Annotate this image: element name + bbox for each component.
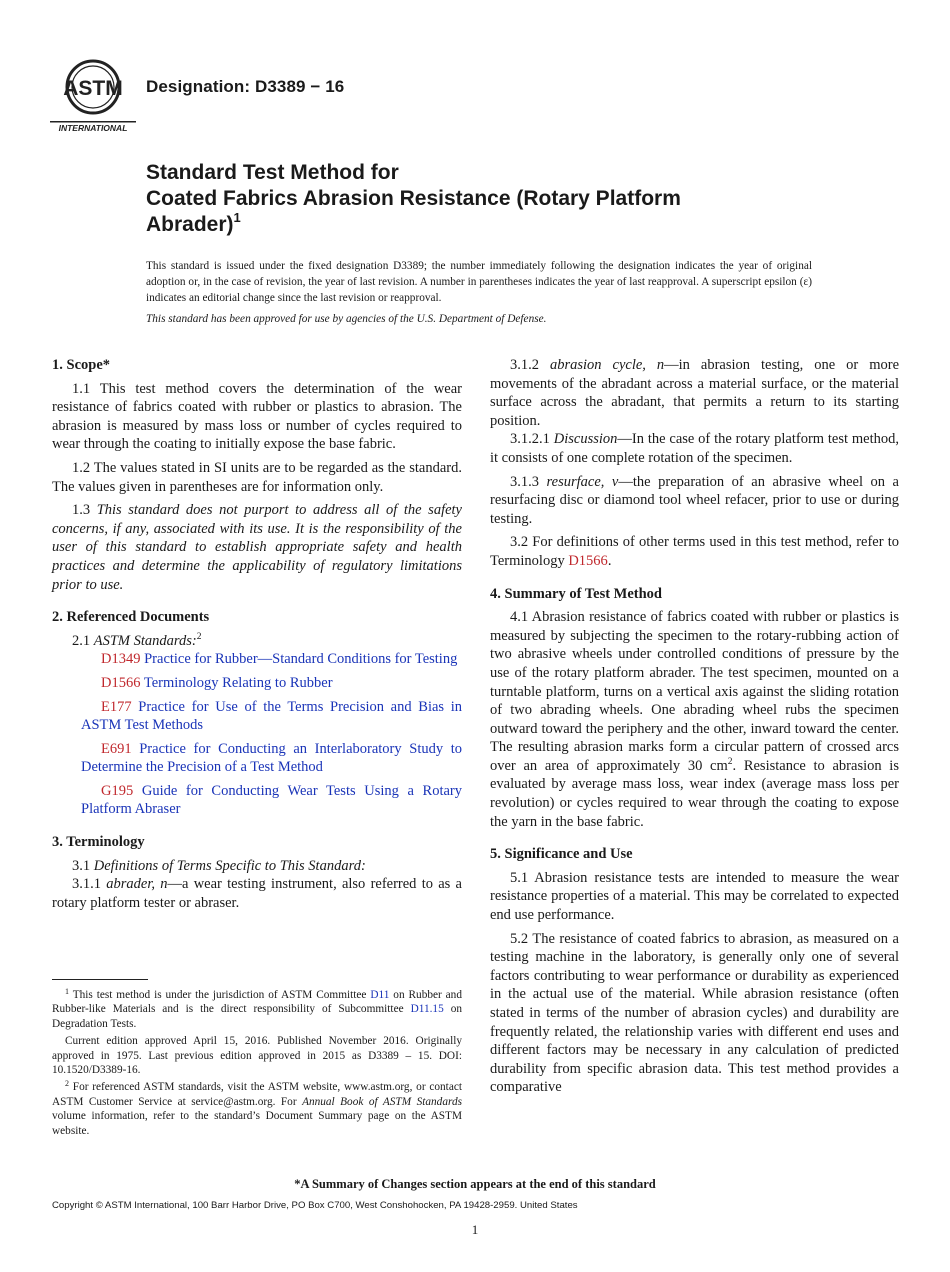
doc-title-link[interactable]: Terminology Relating to Rubber [143,674,333,691]
designation: Designation: D3389 − 16 [146,77,345,96]
terminology-d1566-link[interactable]: D1566 [568,552,608,569]
footnote-divider [52,979,148,980]
title-line-3 [146,212,846,238]
dod-note: This standard has been approved for use by agencies of the U.S. Department of Defense. [146,313,547,325]
summary-4-1-text-b: . Resistance to abrasion is evaluated by average mass loss, wear index (average mass loss per revolution) or cycles required to wear through the coating to expose the yarn in the base fabric. [490,757,899,830]
scope-1-3 [52,501,462,594]
issue-note: This standard is issued under the fixed designation D3389; the number immediately following the designation indicates the year of original adoption or, in the case of revision, the year of last revision. A number in parentheses indicates the year of last reapproval. A superscript epsilon (ε) indicates an editorial change since the last revision or reapproval. [146,260,812,304]
doc-code-link[interactable]: D1566 [101,674,141,691]
referenced-heading: 2. Referenced Documents [52,609,210,626]
logo-subtext: INTERNATIONAL [58,123,128,133]
summary-4-1-sup: 2 [727,756,733,767]
terminology-3-1-2-1-text: —In the case of the rotary platform test method, it consists of one complete rotation of the specimen. [490,431,900,466]
footnote-1-text-a: This test method is under the jurisdiction of ASTM Committee [69,989,371,1001]
terminology-3-1-1-number: 3.1.1 [72,876,107,893]
footnote-2-text-a: For referenced ASTM standards, visit the ASTM website, www.astm.org, or contact ASTM Customer Service at service@astm.org. For [52,1081,462,1108]
title-footnote-mark[interactable]: 1 [233,210,241,225]
doc-title-link[interactable]: Practice for Use of the Terms Precision and Bias in ASTM Test Methods [81,698,462,734]
terminology-3-1-number: 3.1 [72,857,94,874]
scope-1-1: 1.1 This test method covers the determination of the wear resistance of fabrics coated with rubber or plastics to abrasion. The abrasion is measured by mass loss or number of cycles required to wear through the coating to initially expose the base fabric. [52,380,462,453]
terminology-3-1-2-1-number: 3.1.2.1 [510,431,554,448]
significance-5-1: 5.1 Abrasion resistance tests are intended to measure the wear resistance properties of a material. This may be correlated to expected end use performance. [490,869,899,924]
terminology-3-1-3 [490,473,899,529]
terminology-3-1-2 [490,356,899,430]
edition-note: Current edition approved April 15, 2016. Published November 2016. Originally approved in 1975. Last previous edition approved in 2015 as D3389 – 15. DOI: 10.1520/D3389-16. [52,1035,462,1077]
terminology-3-1 [52,857,462,876]
summary-of-changes-note: *A Summary of Changes section appears at the end of this standard [294,1177,656,1191]
subcommittee-link[interactable]: D11.15 [410,1003,444,1016]
doc-code-link[interactable]: E177 [101,698,132,715]
doc-code-link[interactable]: D1349 [101,651,141,668]
doc-title-link[interactable]: Practice for Rubber—Standard Conditions for Testing [144,651,458,668]
scope-1-2: 1.2 The values stated in SI units are to be regarded as the standard. The values given in parentheses are for information only. [52,459,462,495]
terminology-3-1-3-term: resurface, v [546,473,619,490]
terminology-3-1-2-term: abrasion cycle, n [549,357,665,373]
summary-4-1-text-a: 4.1 Abrasion resistance of fabrics coated with rubber or plastics is measured by subjecting the specimen to the rotary-rubbing action of two abrasive wheels under controlled conditions of pressure by the use of the rotary platform abrader. The test specimen, mounted on a turntable platform, turns on a vertical axis against the sliding rotation of two abrading wheels. One abrading wheel rubs the specimen outward toward the periphery and the other, inward toward the center. The resulting abrasion marks form a circular pattern of crossed arcs over an area of approximately 30 cm [490,609,899,774]
terminology-3-1-1 [52,875,462,912]
referenced-intro-footnote-mark[interactable]: 2 [196,631,202,642]
footnote-1 [52,988,462,1031]
footnote-2 [52,1080,462,1138]
doc-title-link[interactable]: Guide for Conducting Wear Tests Using a Rotary Platform Abraser [81,782,462,818]
referenced-doc [52,740,462,777]
document-title [146,160,846,238]
logo-text: ASTM [63,77,123,100]
title-line-3-text: Abrader) [146,213,234,236]
referenced-intro-number: 2.1 [72,632,94,649]
scope-1-3-text: This standard does not purport to address all of the safety concerns, if any, associated with its use. It is the responsibility of the user of this standard to establish appropriate safety and health practices and determine the applicability of regulatory limitations prior to use. [52,502,462,593]
terminology-heading: 3. Terminology [52,834,145,851]
significance-5-2: 5.2 The resistance of coated fabrics to abrasion, as measured on a testing machine in the laboratory, is generally only one of several factors contributing to wear performance or durability as experienced in the actual use of the material. While abrasion resistance (often stated in terms of the number of abrasion cycles) and durability are frequently related, the relationship varies with different end uses and different factors may be necessary in any calculation of predicted durability from specific abrasion data. This test method provides a comparative [490,930,899,1096]
footnote-1-text-b: on Rubber and Rubber-like Materials and is the direct responsibility of Subcommittee [52,989,462,1016]
footnote-2-italic: Annual Book of ASTM Standards [302,1095,462,1108]
terminology-3-1-2-number: 3.1.2 [510,357,550,373]
doc-code-link[interactable]: E691 [101,740,132,757]
referenced-doc [52,650,462,669]
terminology-3-1-1-term: abrader, n [106,876,168,893]
astm-logo-mark [50,57,136,135]
scope-1-3-number: 1.3 [72,502,97,519]
footnote-1-mark: 1 [65,987,69,996]
title-line-2: Coated Fabrics Abrasion Resistance (Rotary Platform [146,187,681,210]
referenced-doc [52,782,462,819]
referenced-intro [52,632,462,651]
title-line-1: Standard Test Method for [146,161,399,184]
terminology-3-2 [490,533,899,570]
terminology-3-1-1-text: —a wear testing instrument, also referred to as a rotary platform tester or abraser. [52,876,462,911]
astm-logo [50,57,136,135]
page-number: 1 [471,1222,479,1237]
terminology-3-2-end: . [607,552,612,569]
copyright-line: Copyright © ASTM International, 100 Barr Harbor Drive, PO Box C700, West Conshohocken, PA 19428-2959. United States [52,1200,578,1211]
doc-title-link[interactable]: Practice for Conducting an Interlaboratory Study to Determine the Precision of a Test Method [81,740,463,776]
committee-link[interactable]: D11 [370,989,390,1001]
footnote-1-text-c: on Degradation Tests. [52,1003,462,1030]
terminology-3-1-2-text: —in abrasion testing, one or more movements of the abradant across a material surface, or the material surface across the abradant, that permits a return to its starting position. [490,357,900,429]
terminology-3-1-3-number: 3.1.3 [510,473,547,490]
terminology-3-1-3-text: —the preparation of an abrasive wheel on a resurfacing disc or diamond tool wheel refacer, prior to use or during testing. [490,473,899,527]
summary-heading: 4. Summary of Test Method [490,585,662,602]
footnote-2-text-b: volume information, refer to the standard’s Document Summary page on the ASTM website. [52,1110,462,1137]
referenced-intro-text: ASTM Standards: [93,632,197,649]
doc-code-link[interactable]: G195 [101,782,134,799]
left-column [52,356,462,917]
footnotes [52,988,462,1141]
terminology-3-1-2-1 [490,430,899,467]
right-column [490,356,899,1102]
scope-heading: 1. Scope* [52,357,110,373]
significance-heading: 5. Significance and Use [490,846,633,863]
referenced-doc [52,698,462,735]
referenced-doc [52,674,462,693]
terminology-3-2-text: 3.2 For definitions of other terms used in this test method, refer to Terminology [490,534,899,569]
footnote-2-mark: 2 [65,1079,69,1089]
summary-4-1 [490,608,899,831]
terminology-3-1-text: Definitions of Terms Specific to This Standard: [93,857,366,874]
terminology-3-1-2-1-term: Discussion [553,431,618,448]
